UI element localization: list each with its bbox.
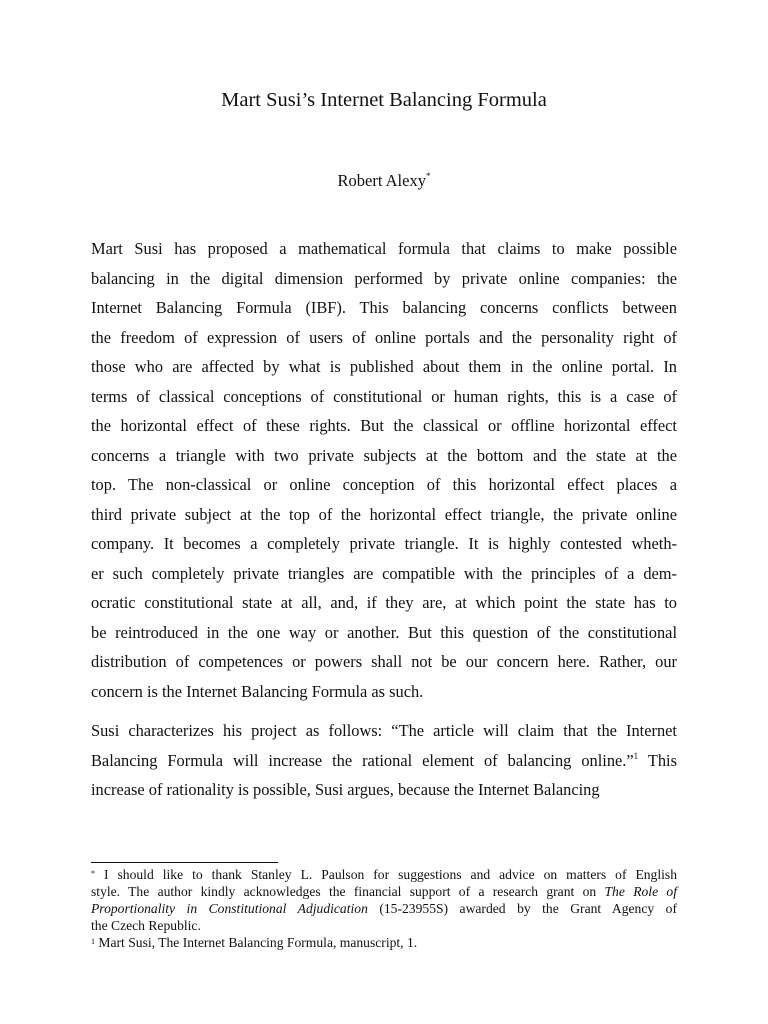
footnote-star-line: the Czech Republic. [91,918,201,933]
page-title: Mart Susi’s Internet Balancing Formula [221,89,547,111]
paragraph-line: terms of classical conceptions of constitutional or human rights, this is a case of [91,386,677,406]
paragraph-line: be reintroduced in the one way or another. But this question of the constitutional [91,622,677,642]
footnote-text: style. The author kindly acknowledges the financial support of a research grant on [91,884,605,899]
author-line [0,170,768,192]
paragraph-line [91,746,677,776]
footnote-text: Mart Susi, The Internet Balancing Formula, manuscript, 1. [98,935,418,950]
paragraph-line: increase of rationality is possible, Susi argues, because the Internet Balancing [91,780,600,799]
paragraph-line: distribution of competences or powers shall not be our concern here. Rather, our [91,652,677,671]
paragraph-line: company. It becomes a completely private triangle. It is highly contested wheth- [91,534,677,553]
footnote-1 [91,934,677,951]
footnote-ref-1[interactable]: 1 [633,750,639,761]
author-footnote-mark: * [425,171,431,181]
paragraph-line: Mart Susi has proposed a mathematical formula that claims to make possible [91,239,677,258]
quote-end: Balancing Formula will increase the rational element of balancing online.” [91,750,634,770]
paragraph-line: Internet Balancing Formula (IBF). This balancing concerns conflicts between [91,298,677,317]
paragraph-line: third private subject at the top of the horizontal effect triangle, the private online [91,504,677,524]
paragraph-line: the horizontal effect of these rights. But the classical or offline horizontal effect [91,416,677,435]
paragraph-2 [91,716,677,805]
footnote-star-line [91,900,677,917]
footnotes [91,866,677,951]
footnote-separator [91,862,278,863]
quote-continuation: This [638,750,677,770]
paragraph-line: concerns a triangle with two private subjects at the bottom and the state at the [91,445,677,465]
paragraph-line: concern is the Internet Balancing Formula as such. [91,681,424,701]
footnote-text: (15-23955S) awarded by the Grant Agency of [367,901,677,916]
footnote-star [91,866,677,883]
footnote-star-line [91,883,677,900]
paragraph-line: the freedom of expression of users of online portals and the personality right of [91,327,677,347]
paragraph-line: balancing in the digital dimension performed by private online companies: the [91,268,677,288]
paragraph-line: ocratic constitutional state at all, and, if they are, at which point the state has to [91,593,677,612]
footnote-1-mark: 1 [91,937,95,946]
footnote-italic-title: The Role of [604,884,677,899]
paragraph-line: top. The non-classical or online conception of this horizontal effect places a [91,475,677,494]
footnote-italic-title: Proportionality in Constitutional Adjudication [91,901,368,916]
paragraph-1 [91,234,677,706]
paragraph-line: er such completely private triangles are compatible with the principles of a dem- [91,563,677,583]
footnote-star-mark: * [91,869,95,878]
paragraph-line: those who are affected by what is published about them in the online portal. In [91,357,677,376]
footnote-text: I should like to thank Stanley L. Paulson for suggestions and advice on matters of English [103,867,677,882]
author-name: Robert Alexy [337,171,426,190]
paragraph-line: Susi characterizes his project as follows: “The article will claim that the Internet [91,721,677,740]
